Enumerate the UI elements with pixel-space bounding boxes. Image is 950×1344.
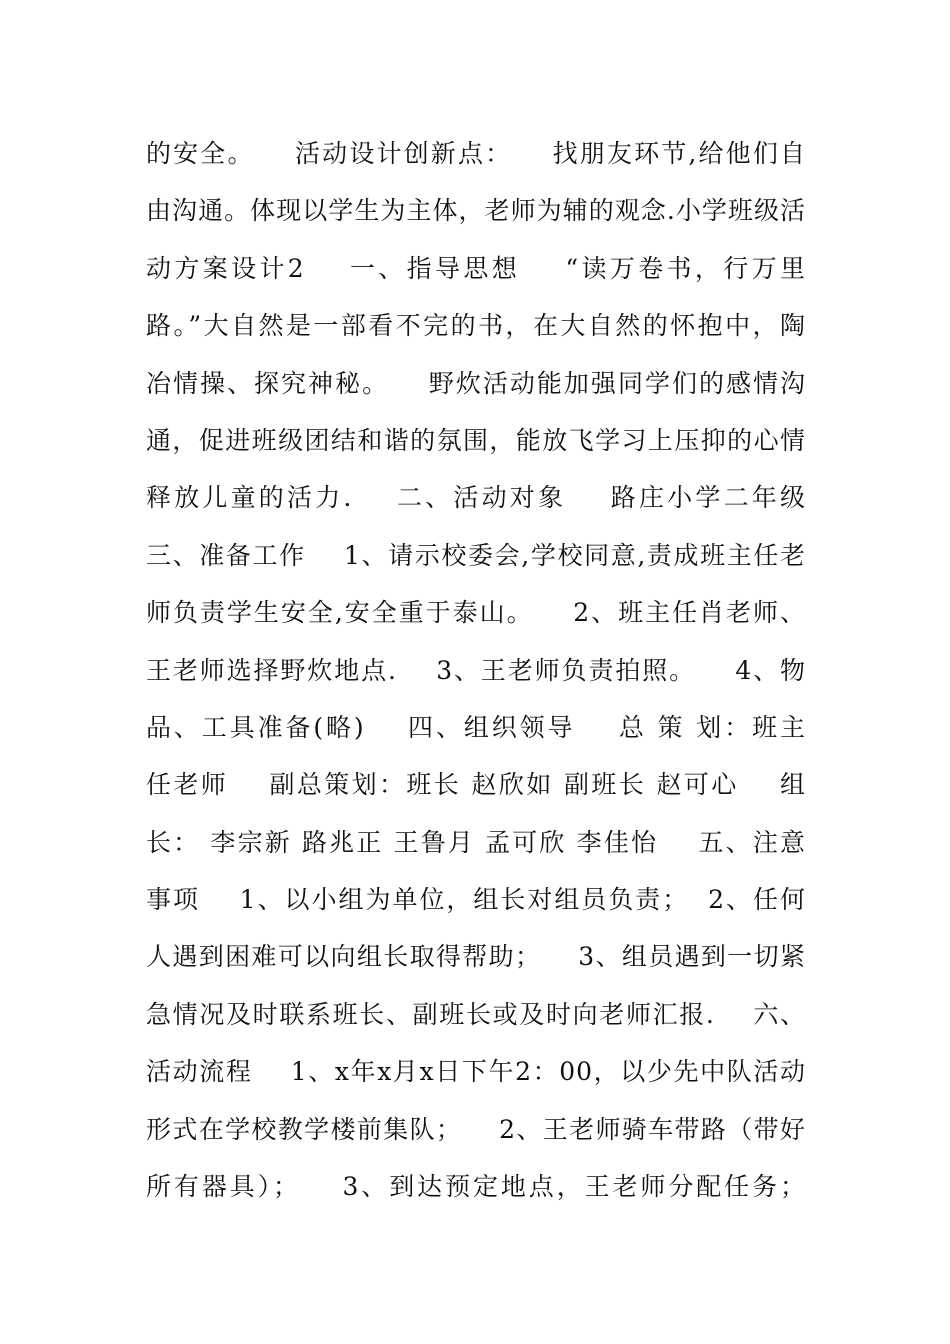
text-line: 长： 李宗新 路兆正 王鲁月 孟可欣 李佳怡 五、注意: [146, 827, 806, 857]
text-line: 任老师 副总策划：班长 赵欣如 副班长 赵可心 组: [146, 770, 806, 800]
text-line: 路。”大自然是一部看不完的书，在大自然的怀抱中，陶: [146, 311, 806, 341]
text-line: 三、准备工作 1、请示校委会,学校同意,责成班主任老: [146, 540, 806, 570]
text-line: 的安全。 活动设计创新点： 找朋友环节,给他们自: [146, 139, 806, 168]
text-line: 通，促进班级团结和谐的氛围，能放飞学习上压抑的心情: [146, 425, 806, 455]
text-line: 急情况及时联系班长、副班长或及时向老师汇报. 六、: [146, 999, 806, 1029]
text-line: 品、工具准备(略) 四、组织领导 总 策 划：班主: [146, 712, 806, 742]
text-line: 动方案设计2 一、指导思想 “读万卷书，行万里: [146, 253, 806, 283]
text-line: 由沟通。体现以学生为主体，老师为辅的观念.小学班级活: [146, 196, 806, 226]
text-line: 冶情操、探究神秘。 野炊活动能加强同学们的感情沟: [146, 368, 806, 398]
body-text: [146, 125, 806, 1215]
text-line: 释放儿童的活力. 二、活动对象 路庄小学二年级: [146, 483, 806, 513]
text-line: 师负责学生安全,安全重于泰山。 2、班主任肖老师、: [146, 598, 806, 628]
text-line: 所有器具）； 3、到达预定地点，王老师分配任务；: [146, 1172, 806, 1202]
text-line: 人遇到困难可以向组长取得帮助； 3、组员遇到一切紧: [146, 942, 806, 972]
text-line: 活动流程 1、x年x月x日下午2：00，以少先中队活动: [146, 1057, 806, 1087]
text-line: 形式在学校教学楼前集队； 2、王老师骑车带路（带好: [146, 1114, 806, 1144]
text-line: 事项 1、以小组为单位，组长对组员负责； 2、任何: [146, 885, 806, 915]
text-line: 王老师选择野炊地点. 3、王老师负责拍照。 4、物: [146, 655, 806, 685]
